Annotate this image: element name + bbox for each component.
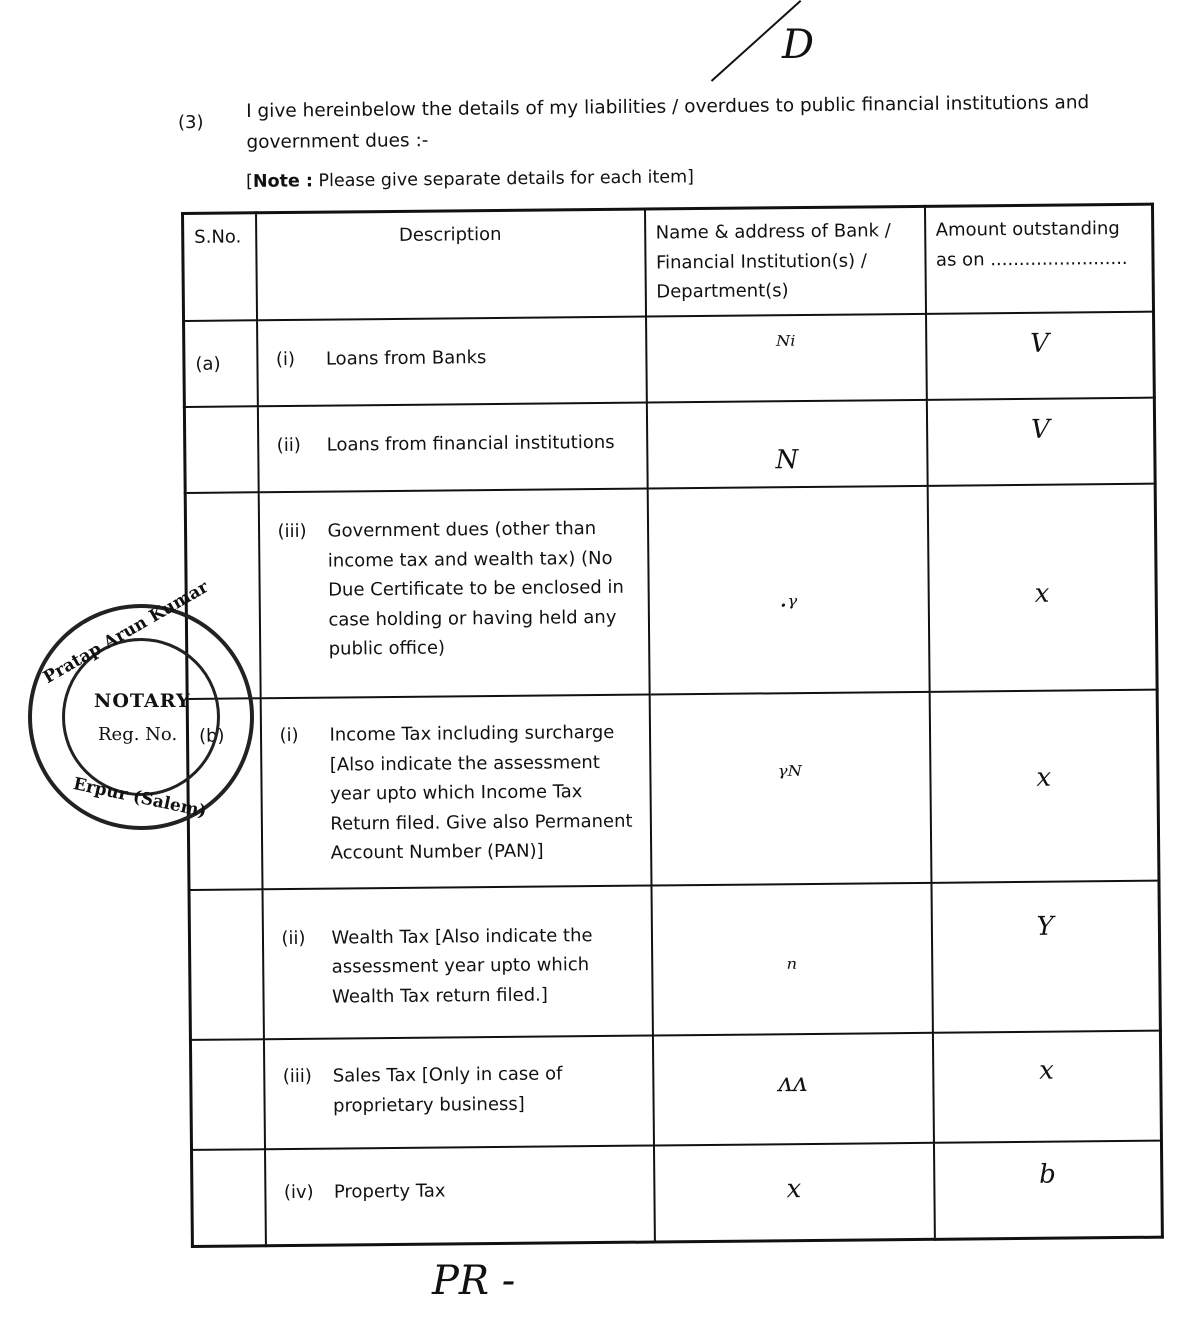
row-description bbox=[257, 402, 647, 492]
handwritten-mark: ᴺⁱ bbox=[775, 330, 796, 361]
row-amount bbox=[929, 690, 1159, 883]
top-initial-signature: D bbox=[782, 22, 815, 68]
row-amount bbox=[926, 311, 1155, 399]
row-amount bbox=[933, 1141, 1162, 1239]
row-roman: (i) bbox=[275, 348, 296, 370]
row-sno bbox=[189, 889, 263, 1040]
liabilities-table bbox=[181, 203, 1164, 1248]
table-row bbox=[184, 398, 1155, 493]
row-desc-text: Loans from Banks bbox=[325, 346, 487, 370]
stamp-name: Pratap Arun Kumar bbox=[40, 577, 212, 688]
table-row bbox=[192, 1141, 1163, 1247]
handwritten-mark: ⁿ bbox=[786, 953, 798, 984]
row-name-address bbox=[649, 692, 931, 885]
row-desc-text: Income Tax including surcharge [Also indicate the assessment year upto which Income Tax Return filed. Give also Permanent Account Number (PAN)] bbox=[329, 722, 633, 864]
handwritten-mark: V bbox=[1030, 328, 1050, 359]
header-sno: S.No. bbox=[183, 213, 257, 321]
row-sno bbox=[192, 1149, 266, 1246]
header-description: Description bbox=[256, 209, 646, 320]
note-line bbox=[246, 167, 694, 192]
row-description bbox=[260, 695, 651, 889]
stamp-title: NOTARY bbox=[94, 690, 191, 712]
note-bracket-close: ] bbox=[687, 167, 695, 188]
stamp-location: Erpur (Salem) bbox=[71, 774, 209, 822]
row-roman: (iv) bbox=[283, 1182, 314, 1204]
row-name-address bbox=[646, 400, 927, 489]
handwritten-mark: x bbox=[1036, 763, 1052, 794]
row-amount bbox=[926, 398, 1155, 486]
row-description bbox=[258, 489, 649, 699]
row-desc-text: Property Tax bbox=[333, 1180, 446, 1203]
row-name-address bbox=[653, 1143, 934, 1242]
handwritten-mark: b bbox=[1039, 1159, 1057, 1191]
note-bracket-open: [ bbox=[246, 171, 254, 192]
row-name-address bbox=[647, 486, 929, 695]
row-roman: (iii) bbox=[277, 520, 307, 543]
table-row bbox=[187, 690, 1159, 890]
row-amount bbox=[932, 1031, 1161, 1143]
row-amount bbox=[931, 880, 1160, 1032]
handwritten-mark: x bbox=[1034, 578, 1050, 609]
handwritten-mark: V bbox=[1030, 414, 1050, 445]
handwritten-mark: x bbox=[1039, 1055, 1055, 1086]
row-description bbox=[263, 1036, 653, 1150]
table-row bbox=[190, 1031, 1161, 1151]
table-row bbox=[184, 311, 1155, 406]
row-roman: (ii) bbox=[281, 927, 306, 949]
row-desc-text: Wealth Tax [Also indicate the assessment year upto which Wealth Tax return filed.] bbox=[331, 924, 593, 1008]
row-name-address bbox=[651, 883, 932, 1036]
paragraph-number: (3) bbox=[178, 112, 204, 133]
paragraph-text: I give hereinbelow the details of my liabilities / overdues to public financial institutions and government dues :- bbox=[246, 92, 1090, 153]
table-row bbox=[189, 880, 1160, 1040]
row-desc-text: Loans from financial institutions bbox=[326, 431, 615, 456]
liabilities-table-wrapper bbox=[181, 203, 1161, 1248]
handwritten-mark: Y bbox=[1036, 911, 1054, 942]
note-text: Please give separate details for each item bbox=[318, 167, 688, 192]
notary-stamp bbox=[28, 577, 254, 830]
table-header-row bbox=[183, 204, 1154, 321]
row-description bbox=[257, 316, 647, 406]
handwritten-mark: ᵞᴺ bbox=[777, 761, 803, 792]
handwritten-mark: ·ᵞ bbox=[779, 591, 798, 622]
stamp-reg: Reg. No. bbox=[98, 724, 178, 745]
row-amount bbox=[927, 484, 1157, 693]
handwritten-mark: N bbox=[775, 444, 799, 476]
row-roman: (ii) bbox=[276, 434, 301, 456]
row-sno bbox=[190, 1039, 264, 1150]
header-name-address: Name & address of Bank / Financial Institution(s) / Department(s) bbox=[644, 206, 925, 316]
row-desc-text: Government dues (other than income tax and wealth tax) (No Due Certificate to be enclosed in case holding or having held any public office) bbox=[327, 518, 624, 660]
bottom-signature: PR - bbox=[432, 1258, 516, 1304]
header-amount: Amount outstanding as on ........................ bbox=[924, 204, 1153, 313]
row-name-address bbox=[652, 1033, 933, 1146]
row-desc-text: Sales Tax [Only in case of proprietary business] bbox=[332, 1063, 563, 1117]
row-description bbox=[265, 1146, 655, 1246]
row-name-address bbox=[646, 314, 927, 403]
handwritten-mark: ᴧᴧ bbox=[778, 1068, 808, 1099]
handwritten-mark: x bbox=[786, 1174, 802, 1205]
row-sno bbox=[184, 406, 258, 493]
table-row bbox=[185, 484, 1157, 700]
row-roman: (i) bbox=[279, 725, 299, 747]
note-label: Note : bbox=[252, 171, 314, 192]
row-roman: (iii) bbox=[282, 1065, 312, 1088]
row-sno: (a) bbox=[184, 320, 258, 407]
row-description bbox=[262, 885, 652, 1039]
row-sno: (b) bbox=[187, 699, 262, 890]
